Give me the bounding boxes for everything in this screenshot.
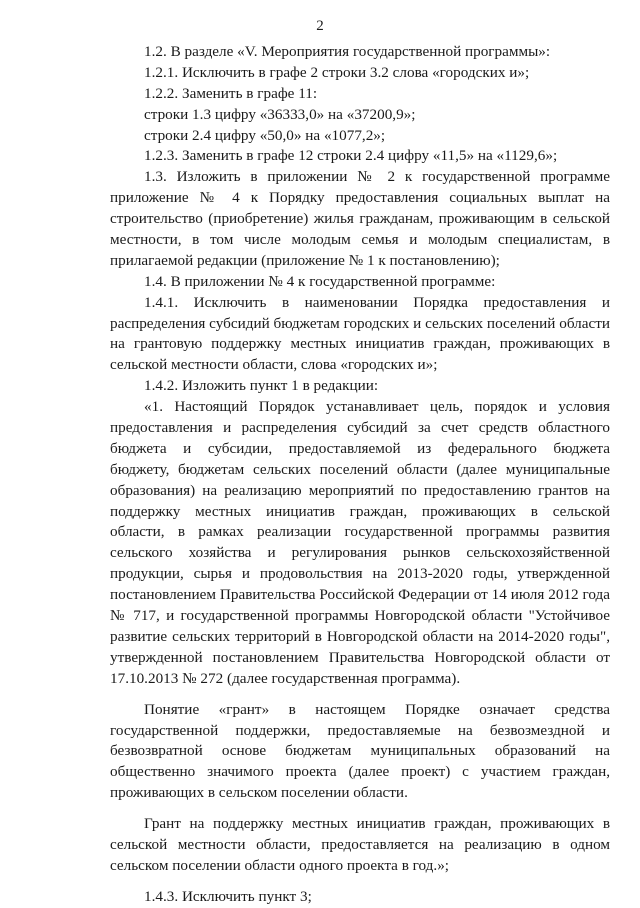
text-line: предоставления и распределения субсидий за счет средств областного: [110, 419, 610, 437]
text-line: общественно значимого проекта (далее проект) с участием граждан,: [110, 763, 610, 781]
text-line: местности, в том числе молодым семья и молодым специалистам, в: [110, 231, 610, 249]
text-line: прилагаемой редакции (приложение № 1 к постановлению);: [110, 251, 500, 269]
text-line: постановлением Правительства Российской Федерации от 14 июля 2012 года: [110, 586, 610, 604]
text-line: бюджету, бюджетам сельских поселений области (далее муниципальные: [110, 460, 610, 478]
text-line: поддержку местных инициатив граждан, проживающих в сельской: [110, 502, 610, 520]
document-body: [110, 42, 610, 908]
text-line: бюджета и субсидии, предоставляемой из федерального бюджета: [110, 439, 610, 457]
text-line: 1.2.2. Заменить в графе 11:: [144, 84, 318, 102]
text-line: строительство (приобретение) жилья гражданам, проживающим в сельской: [110, 210, 610, 228]
text-line: сельском поселении области одного проекта в год.»;: [110, 856, 450, 874]
text-line: проживающих в сельском поселении области.: [110, 784, 408, 802]
text-line: 17.10.2013 № 272 (далее государственная программа).: [110, 669, 461, 687]
text-line: 1.2.3. Заменить в графе 12 строки 2.4 цифру «11,5» на «1129,6»;: [144, 147, 558, 165]
text-line: 1.4.3. Исключить пункт 3;: [144, 887, 312, 905]
text-line: приложение № 4 к Порядку предоставления социальных выплат на: [110, 189, 610, 207]
text-line: области, в рамках реализации государственной программы развития: [110, 523, 610, 541]
text-line: сельской местности области, слова «городских и»;: [110, 356, 438, 374]
paragraph-gap: [110, 690, 610, 700]
text-line: сельского хозяйства и регулирования рынков сельскохозяйственной: [110, 544, 610, 562]
paragraph-gap: [110, 804, 610, 814]
paragraph-gap: [110, 877, 610, 887]
text-line: № 717, и государственной программы Новгородской области "Устойчивое: [110, 607, 610, 625]
text-line: безвозвратной основе бюджетам муниципальных образований на: [110, 742, 610, 760]
text-line: государственной поддержки, предоставляемые на безвозмездной и: [110, 721, 610, 739]
text-line: 1.2. В разделе «V. Мероприятия государственной программы»:: [144, 43, 551, 60]
text-line: строки 2.4 цифру «50,0» на «1077,2»;: [144, 126, 386, 144]
text-line: продукции, сырья и продовольствия на 2013-2020 годы, утвержденной: [110, 565, 610, 583]
text-line: сельской местности области, предоставляется на реализацию в одном: [110, 835, 610, 853]
text-line: 1.4. В приложении № 4 к государственной программе:: [144, 272, 496, 290]
text-line: 1.4.1. Исключить в наименовании Порядка предоставления и: [144, 293, 610, 311]
text-line: Грант на поддержку местных инициатив граждан, проживающих в: [144, 815, 610, 833]
text-line: «1. Настоящий Порядок устанавливает цель, порядок и условия: [144, 398, 610, 416]
text-line: 1.2.1. Исключить в графе 2 строки 3.2 слова «городских и»;: [144, 63, 530, 81]
text-line: 1.4.2. Изложить пункт 1 в редакции:: [144, 377, 379, 395]
text-line: развитие сельских территорий в Новгородской области на 2014-2020 годы",: [110, 627, 610, 645]
text-line: строки 1.3 цифру «36333,0» на «37200,9»;: [144, 105, 416, 123]
text-line: образования) на реализацию мероприятий по предоставлению грантов на: [110, 481, 610, 499]
text-line: Понятие «грант» в настоящем Порядке означает средства: [144, 700, 610, 718]
text-line: утвержденной постановлением Правительства Новгородской области от: [110, 648, 610, 666]
text-line: на грантовую поддержку местных инициатив граждан, проживающих в: [110, 335, 610, 353]
text-line: распределения субсидий бюджетам городских и сельских поселений области: [110, 314, 610, 332]
page-number: 2: [316, 18, 324, 34]
text-line: 1.3. Изложить в приложении № 2 к государственной программе: [144, 168, 610, 186]
